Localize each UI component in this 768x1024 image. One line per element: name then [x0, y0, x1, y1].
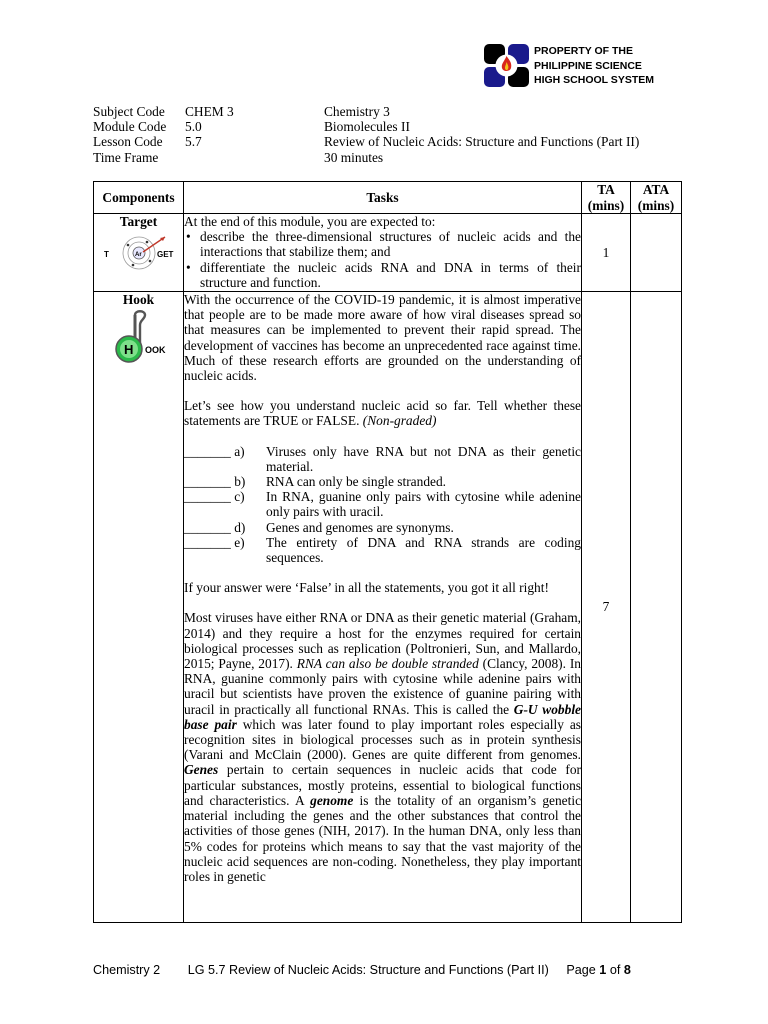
meta-label: Lesson Code: [93, 134, 163, 150]
meta-desc: Biomolecules II: [324, 119, 410, 135]
logo-line-3: HIGH SCHOOL SYSTEM: [534, 74, 654, 86]
statement-text: In RNA, guanine only pairs with cytosine while adenine only pairs with uracil.: [266, 489, 581, 520]
meta-label: Module Code: [93, 119, 167, 135]
module-meta: [93, 104, 684, 165]
statement-item: [184, 489, 581, 519]
hook-paragraph-2: [184, 398, 581, 428]
hook-paragraph-1: With the occurrence of the COVID-19 pandemic, it is almost imperative that people are to be made more aware of how viral diseases spread so that measures can be implemented to prevent their rapid spread. The development of vaccines has become an unprecedented race against time. Much of these research efforts are grounded on the understanding of nucleic acids.: [184, 292, 581, 384]
hook-p4-genes-term: Genes: [184, 762, 219, 778]
hook-label: Hook: [122, 292, 155, 307]
target-objectives: [184, 229, 581, 290]
hook-ta: 7: [582, 292, 631, 923]
meta-row-subject: [93, 104, 684, 119]
meta-label: Subject Code: [93, 104, 165, 119]
hook-component-cell: [94, 292, 184, 923]
header-tasks: Tasks: [184, 182, 582, 214]
statement-blank[interactable]: _______ d): [184, 519, 246, 535]
footer-page-word: Page: [566, 963, 596, 977]
meta-desc: Chemistry 3: [324, 104, 390, 119]
statement-item: [184, 535, 581, 565]
hook-p2-text: Let’s see how you understand nucleic acid so far. Tell whether these statements are TRUE or FALSE.: [184, 398, 581, 429]
meta-row-lesson: [93, 134, 684, 149]
header-ata: ATA (mins): [631, 182, 682, 214]
lesson-table: [93, 181, 682, 923]
target-tasks-cell: [184, 214, 582, 292]
logo-line-2: PHILIPPINE SCIENCE: [534, 59, 642, 72]
hook-icon-letter: H: [123, 342, 133, 358]
footer-subject: Chemistry 2: [93, 963, 161, 977]
hook-p4-text: (Clancy, 2008). In RNA, guanine commonly pairs with cytosine while adenine pairs with uracil but scientists have proven the existence of guanine pairing with uracil in practically all functional RNAs. This is called the: [184, 656, 581, 717]
hook-ata: [631, 292, 682, 923]
hook-p4-text: is the totality of an organism’s genetic material including the genes and the other substances that control the activities of those genes (NIH, 2017). In the human DNA, only less than 5% codes for proteins which means to say that the vast majority of the nucleic acid sequences are non-coding. Nonetheless, they play important roles in genetic: [184, 792, 582, 884]
hook-p4-wobble-term: G-U wobble base pair: [184, 701, 581, 732]
statement-text: RNA can only be single stranded.: [266, 474, 446, 490]
hook-p4-text: which was later found to play important roles especially as recognition sites in biological processes such as in protein synthesis (Varani and McClain (2000). Genes are quite different from genomes.: [184, 716, 582, 763]
hook-paragraph-3: If your answer were ‘False’ in all the statements, you got it all right!: [184, 580, 549, 596]
hook-p4-text: pertain to certain sequences in nucleic acids that code for particular substances, mostly proteins, essential to biological functions and characteristics. A: [184, 762, 581, 808]
target-component-cell: [94, 214, 184, 292]
pshs-logo: [484, 44, 684, 88]
statement-item: [184, 474, 581, 489]
target-label: Target: [119, 214, 158, 229]
logo-text: [534, 44, 654, 88]
meta-code: [185, 150, 324, 165]
statement-blank[interactable]: _______ c): [184, 489, 245, 505]
hook-icon-rest: OOK: [144, 345, 166, 356]
meta-row-timeframe: [93, 150, 684, 165]
footer-page-num: 1: [599, 963, 607, 977]
objective-item: • differentiate the nucleic acids RNA and DNA in terms of their structure and function.: [200, 260, 581, 290]
hook-p2-note: (Non-graded): [362, 413, 437, 429]
footer-of-word: of: [609, 963, 621, 977]
hook-tasks-cell: [184, 292, 582, 923]
meta-code: 5.0: [185, 119, 202, 135]
hook-p4-text: Most viruses have either RNA or DNA as their genetic material (Graham, 2014) and they require a host for the enzymes required for certain biological processes such as replication (Poltronieri, Sun, and Mallardo, 2015; Payne, 2017).: [184, 610, 581, 672]
hook-paragraph-4: [184, 610, 581, 884]
statement-text: Genes and genomes are synonyms.: [266, 519, 454, 535]
target-icon: [99, 231, 179, 271]
statement-blank[interactable]: _______ e): [184, 534, 245, 550]
hook-p4-italic: RNA can also be double stranded: [296, 656, 479, 672]
hook-row: [94, 292, 682, 923]
statement-text: Viruses only have RNA but not DNA as their genetic material.: [266, 443, 581, 474]
statement-blank[interactable]: _______ b): [184, 474, 246, 490]
pshs-seal-icon: [484, 44, 530, 88]
objective-item: • describe the three-dimensional structures of nucleic acids and the interactions that stabilize them; and: [200, 229, 581, 259]
footer-page-total: 8: [623, 963, 631, 977]
hook-p4-genome-term: genome: [310, 792, 354, 808]
statement-blank[interactable]: _______ a): [184, 443, 245, 459]
meta-desc: Review of Nucleic Acids: Structure and Functions (Part II): [324, 134, 640, 150]
statement-item: [184, 444, 581, 474]
target-ata: [631, 214, 682, 292]
meta-desc: 30 minutes: [324, 149, 384, 165]
target-icon-left: T: [103, 250, 109, 260]
header-ta: TA (mins): [582, 182, 631, 214]
meta-row-module: [93, 119, 684, 134]
hook-icon: [99, 309, 179, 369]
meta-label: Time Frame: [93, 149, 159, 165]
header-components: Components: [94, 182, 184, 214]
statement-item: [184, 520, 581, 535]
footer-lesson: LG 5.7 Review of Nucleic Acids: Structure and Functions (Part II): [187, 963, 549, 977]
page-footer: [93, 963, 631, 977]
footer-page: [566, 963, 630, 977]
meta-code: 5.7: [185, 134, 202, 150]
target-ta: 1: [582, 214, 631, 292]
statement-text: The entirety of DNA and RNA strands are coding sequences.: [266, 534, 581, 566]
table-header-row: [94, 182, 682, 214]
target-icon-center: Ar: [134, 252, 142, 259]
target-icon-right: GET: [156, 250, 173, 260]
true-false-statements: [184, 444, 581, 566]
meta-code: CHEM 3: [185, 104, 234, 119]
target-row: [94, 214, 682, 292]
logo-line-1: PROPERTY OF THE: [534, 45, 633, 57]
target-intro: At the end of this module, you are expected to:: [184, 214, 436, 229]
